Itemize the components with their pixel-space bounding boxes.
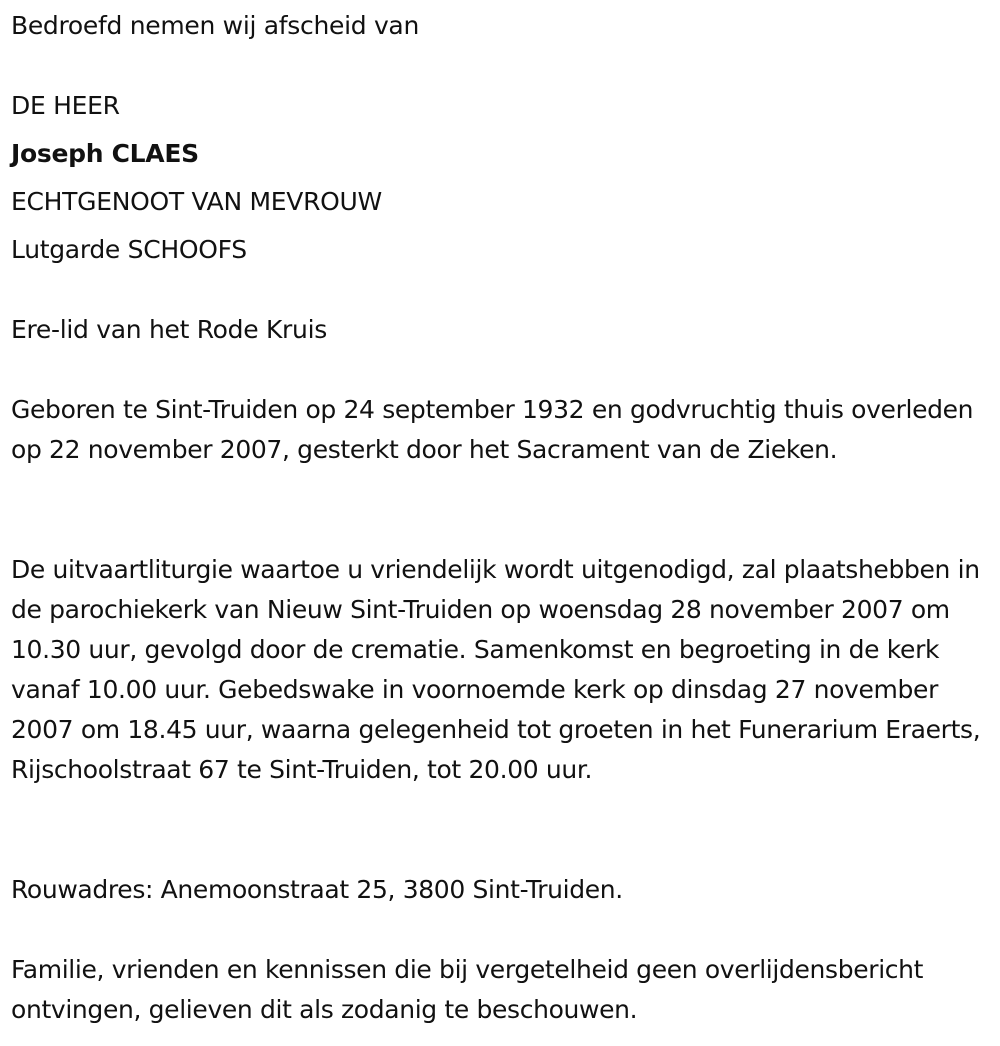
closing-paragraph: Familie, vrienden en kennissen die bij vergetelheid geen overlijdensbericht ontvingen, gelieven dit als zodanig te beschouwen.: [11, 955, 924, 1024]
honor-line: Ere-lid van het Rode Kruis: [11, 315, 327, 344]
spouse-label: ECHTGENOOT VAN MEVROUW: [11, 187, 382, 216]
mourning-address: Rouwadres: Anemoonstraat 25, 3800 Sint-Truiden.: [11, 875, 623, 904]
spouse-name: Lutgarde SCHOOFS: [11, 235, 247, 264]
honorific: DE HEER: [11, 91, 120, 120]
birth-death-paragraph: Geboren te Sint-Truiden op 24 september 1932 en godvruchtig thuis overleden op 22 november 2007, gesterkt door het Sacrament van de Zieken.: [11, 395, 974, 464]
intro-text: Bedroefd nemen wij afscheid van: [11, 11, 419, 40]
funeral-paragraph: De uitvaartliturgie waartoe u vriendelijk wordt uitgenodigd, zal plaatshebben in de parochiekerk van Nieuw Sint-Truiden op woensdag 28 november 2007 om 10.30 uur, gevolgd door de crematie. Samenkomst en begroeting in de kerk vanaf 10.00 uur. Gebedswake in voornoemde kerk op dinsdag 27 november 2007 om 18.45 uur, waarna gelegenheid tot groeten in het Funerarium Eraerts, Rijschoolstraat 67 te Sint-Truiden, tot 20.00 uur.: [11, 555, 981, 784]
deceased-name: Joseph CLAES: [11, 139, 199, 168]
